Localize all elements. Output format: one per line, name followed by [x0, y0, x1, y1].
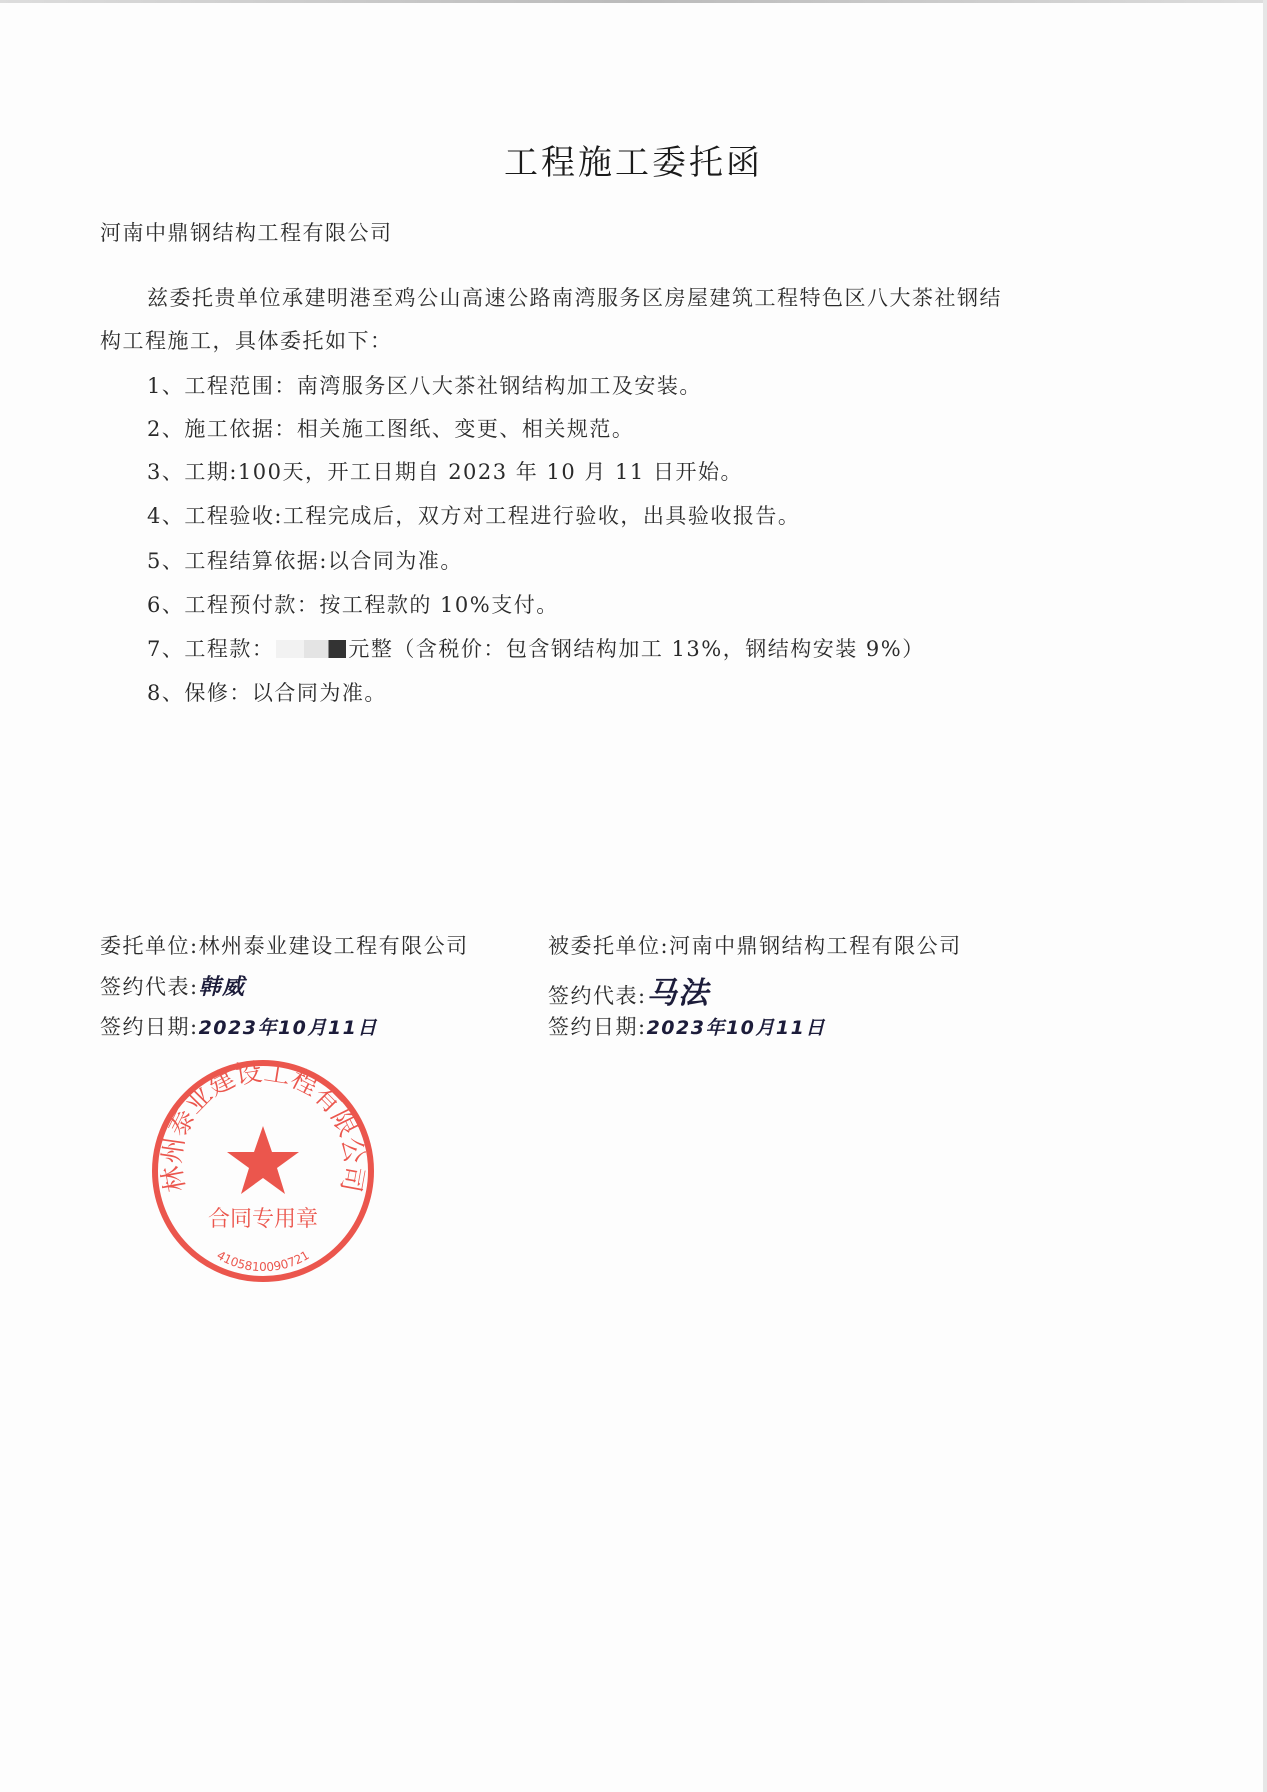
client-rep-row: [100, 970, 246, 1001]
document-title: 工程施工委托函: [504, 143, 763, 183]
scan-edge: [0, 0, 1267, 3]
company-seal: [148, 1056, 378, 1286]
client-date: 2023年10月11日: [198, 1017, 378, 1039]
contractor-date: 2023年10月11日: [646, 1017, 826, 1039]
contractor-date-label: 签约日期:: [548, 1015, 647, 1039]
contractor-unit-label: 被委托单位:: [548, 934, 670, 958]
client-unit-row: [100, 930, 469, 960]
contractor-rep-label: 签约代表:: [548, 984, 647, 1008]
scan-edge: [1263, 0, 1267, 1792]
item-5: 5、工程结算依据:以合同为准。: [147, 549, 463, 573]
item-7-suffix: 元整（含税价：包含钢结构加工 13%，钢结构安装 9%）: [348, 637, 925, 661]
client-unit-label: 委托单位:: [100, 934, 199, 958]
seal-company: 林州泰业建设工程有限公司: [157, 1057, 369, 1195]
client-date-row: [100, 1011, 378, 1041]
item-8: 8、保修：以合同为准。: [147, 681, 387, 705]
seal-type: 合同专用章: [207, 1207, 319, 1232]
item-3: 3、工期:100天，开工日期自 2023 年 10 月 11 日开始。: [147, 460, 743, 484]
contractor-unit-row: [548, 930, 962, 960]
contractor-unit: 河南中鼎钢结构工程有限公司: [669, 934, 962, 958]
contractor-date-row: [548, 1011, 826, 1041]
seal-number: 4105810090721: [214, 1248, 312, 1275]
item-4: 4、工程验收:工程完成后，双方对工程进行验收，出具验收报告。: [147, 504, 801, 528]
client-rep-label: 签约代表:: [100, 975, 199, 999]
item-6: 6、工程预付款：按工程款的 10%支付。: [147, 593, 559, 617]
redacted-amount: [276, 640, 346, 658]
item-1: 1、工程范围：南湾服务区八大茶社钢结构加工及安装。: [147, 374, 702, 398]
intro-line-2: 构工程施工，具体委托如下：: [100, 329, 393, 353]
star-icon: [227, 1126, 299, 1194]
item-7-label: 7、工程款：: [147, 637, 275, 661]
intro-line-1: 兹委托贵单位承建明港至鸡公山高速公路南湾服务区房屋建筑工程特色区八大茶社钢结: [147, 286, 1002, 310]
client-signature: 韩威: [198, 975, 246, 1000]
item-2: 2、施工依据：相关施工图纸、变更、相关规范。: [147, 417, 635, 441]
client-date-label: 签约日期:: [100, 1015, 199, 1039]
contractor-rep-row: [548, 968, 710, 1012]
item-7: [147, 633, 925, 663]
addressee: 河南中鼎钢结构工程有限公司: [100, 221, 393, 245]
contractor-signature: 马法: [646, 976, 710, 1011]
client-unit: 林州泰业建设工程有限公司: [198, 934, 469, 958]
